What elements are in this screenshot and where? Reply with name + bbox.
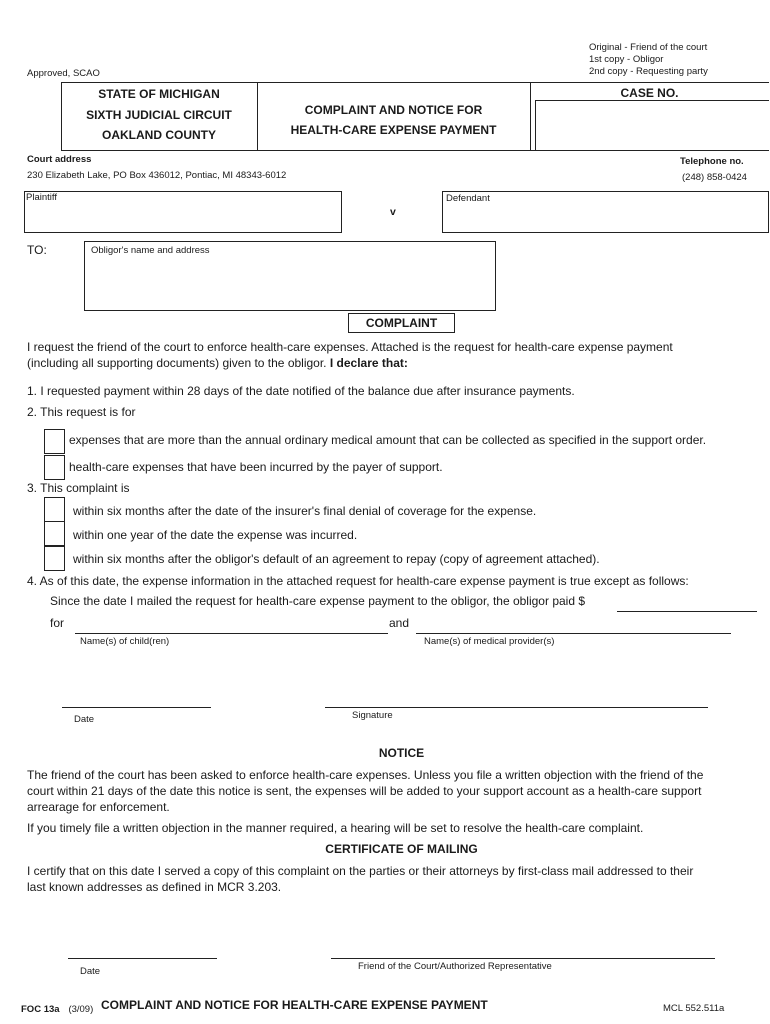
certificate-para-line2: last known addresses as defined in MCR 3.203. <box>27 880 282 894</box>
notice-para1-line3: arrearage for enforcement. <box>27 800 170 814</box>
certificate-para-line1: I certify that on this date I served a copy of this complaint on the parties or their attorneys by first-class mail addressed to their <box>27 864 694 878</box>
checkbox-incurred-by-payer[interactable] <box>44 455 65 480</box>
providers-names-line[interactable] <box>416 633 731 634</box>
item-4: 4. As of this date, the expense information in the attached request for health-care expense payment is true except as follows: <box>27 574 689 588</box>
to-label: TO: <box>27 243 47 257</box>
court-address-label: Court address <box>27 154 92 165</box>
option-within-one-year: within one year of the date the expense was incurred. <box>73 528 358 542</box>
checkbox-above-ordinary[interactable] <box>44 429 65 454</box>
amount-paid-line[interactable] <box>617 611 757 612</box>
defendant-field[interactable] <box>442 191 769 233</box>
case-no-field[interactable] <box>540 104 765 148</box>
complaint-heading: COMPLAINT <box>365 316 438 330</box>
circuit-label: SIXTH JUDICIAL CIRCUIT <box>86 108 232 122</box>
state-label: STATE OF MICHIGAN <box>98 87 220 101</box>
plaintiff-label: Plaintiff <box>26 192 57 203</box>
option-insurer-denial: within six months after the date of the insurer's final denial of coverage for the expense. <box>73 504 537 518</box>
telephone-label: Telephone no. <box>680 156 744 167</box>
telephone-value: (248) 858-0424 <box>682 172 747 183</box>
children-names-line[interactable] <box>75 633 388 634</box>
and-label: and <box>389 616 410 630</box>
option-above-ordinary: expenses that are more than the annual ordinary medical amount that can be collected as specified in the support order. <box>69 433 707 447</box>
complaint-heading-box <box>348 313 455 333</box>
option-obligor-default: within six months after the obligor's default of an agreement to repay (copy of agreement attached). <box>73 552 600 566</box>
defendant-label: Defendant <box>446 193 490 204</box>
signature-label: Signature <box>352 710 393 721</box>
signature-line[interactable] <box>325 707 708 708</box>
obligor-label: Obligor's name and address <box>91 245 210 256</box>
footer-title: COMPLAINT AND NOTICE FOR HEALTH-CARE EXPENSE PAYMENT <box>101 998 488 1012</box>
for-label: for <box>50 616 65 630</box>
distribution-copy2: 2nd copy - Requesting party <box>589 66 708 77</box>
distribution-original: Original - Friend of the court <box>589 42 708 53</box>
certificate-date-label: Date <box>80 966 101 977</box>
item-1: 1. I requested payment within 28 days of the date notified of the balance due after insurance payments. <box>27 384 575 398</box>
children-label: Name(s) of child(ren) <box>80 636 170 647</box>
complaint-date-label: Date <box>74 714 95 725</box>
option-incurred-by-payer: health-care expenses that have been incurred by the payer of support. <box>69 460 443 474</box>
court-address: 230 Elizabeth Lake, PO Box 436012, Pontiac, MI 48343-6012 <box>27 170 287 181</box>
case-no-label: CASE NO. <box>620 86 679 100</box>
distribution-copy1: 1st copy - Obligor <box>589 54 664 65</box>
obligor-paid-label: Since the date I mailed the request for health-care expense payment to the obligor, the obligor paid $ <box>50 594 586 608</box>
providers-label: Name(s) of medical provider(s) <box>424 636 555 647</box>
certificate-heading: CERTIFICATE OF MAILING <box>325 842 478 856</box>
item-2: 2. This request is for <box>27 405 136 419</box>
checkbox-obligor-default[interactable] <box>44 546 65 571</box>
complaint-date-line[interactable] <box>62 707 211 708</box>
certificate-date-line[interactable] <box>68 958 217 959</box>
notice-para1-line1: The friend of the court has been asked to enforce health-care expenses. Unless you file a written objection with the friend of the <box>27 768 704 782</box>
county-label: OAKLAND COUNTY <box>102 128 216 142</box>
versus-label: v <box>390 206 396 218</box>
declare-label: I declare that: <box>329 356 408 370</box>
form-title-line2: HEALTH-CARE EXPENSE PAYMENT <box>290 123 497 137</box>
representative-label: Friend of the Court/Authorized Representative <box>358 961 552 972</box>
checkbox-within-one-year[interactable] <box>44 521 65 546</box>
footer-statute: MCL 552.511a <box>663 1003 725 1014</box>
complaint-intro-line1: I request the friend of the court to enforce health-care expenses. Attached is the request for health-care expense payment <box>27 340 673 354</box>
notice-para1-line2: court within 21 days of the date this notice is sent, the expenses will be added to your support account as a health-care support <box>27 784 702 798</box>
notice-heading: NOTICE <box>378 746 425 760</box>
complaint-intro-line2: (including all supporting documents) given to the obligor. I declare that: <box>27 356 408 370</box>
item-3: 3. This complaint is <box>27 481 130 495</box>
form-title-line1: COMPLAINT AND NOTICE FOR <box>304 103 483 117</box>
notice-para2: If you timely file a written objection in the manner required, a hearing will be set to resolve the health-care complaint. <box>27 821 644 835</box>
approved-scao: Approved, SCAO <box>27 68 100 79</box>
checkbox-insurer-denial[interactable] <box>44 497 65 522</box>
footer-form-id: FOC 13a (3/09) <box>21 1004 94 1015</box>
representative-signature-line[interactable] <box>331 958 715 959</box>
plaintiff-field[interactable] <box>24 191 342 233</box>
obligor-name-address-field[interactable] <box>84 241 496 311</box>
